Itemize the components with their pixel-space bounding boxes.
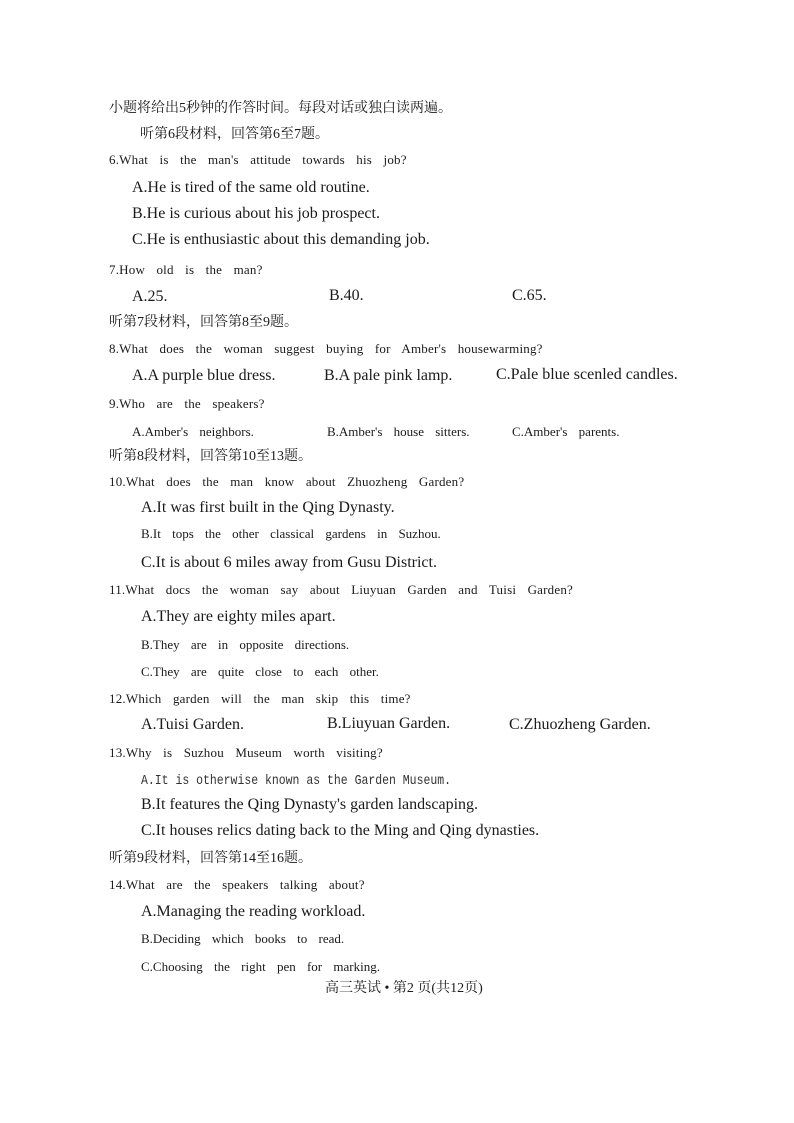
question-7-option-c: C.65.	[512, 287, 547, 304]
question-9-stem: 9.Who are the speakers?	[109, 396, 265, 411]
question-8-option-c: C.Pale blue scenled candles.	[496, 366, 678, 383]
question-14-stem: 14.What are the speakers talking about?	[109, 877, 365, 892]
question-11-option-c: C.They are quite close to each other.	[141, 664, 379, 679]
question-9-option-a: A.Amber's neighbors.	[132, 424, 254, 439]
question-14-option-b: B.Deciding which books to read.	[141, 931, 345, 946]
question-10-option-b: B.It tops the other classical gardens in Suzhou.	[141, 526, 441, 541]
question-7-option-a: A.25.	[132, 288, 168, 305]
question-10-option-c: C.It is about 6 miles away from Gusu District.	[141, 554, 437, 571]
intro-line: 小题将给出5秒钟的作答时间。每段对话或独白读两遍。	[109, 101, 452, 116]
question-14-option-c: C.Choosing the right pen for marking.	[141, 959, 380, 974]
question-6-stem: 6.What is the man's attitude towards his job?	[109, 152, 407, 167]
question-12-option-b: B.Liuyuan Garden.	[327, 715, 451, 732]
question-13-stem: 13.Why is Suzhou Museum worth visiting?	[109, 745, 383, 760]
page-footer: 高三英试 • 第2 页(共12页)	[325, 981, 483, 996]
question-14-option-a: A.Managing the reading workload.	[141, 903, 366, 920]
question-7-stem: 7.How old is the man?	[109, 262, 263, 277]
section-9-heading: 听第9段材料，回答第14至16题。	[109, 851, 312, 866]
question-8-stem: 8.What does the woman suggest buying for Amber's housewarming?	[109, 341, 543, 356]
question-8-option-a: A.A purple blue dress.	[132, 367, 276, 384]
section-6-heading: 听第6段材料，回答第6至7题。	[140, 127, 329, 142]
question-7-option-b: B.40.	[329, 287, 364, 304]
question-9-option-c: C.Amber's parents.	[512, 424, 620, 439]
question-10-option-a: A.It was first built in the Qing Dynasty.	[141, 499, 395, 516]
question-11-stem: 11.What docs the woman say about Liuyuan Garden and Tuisi Garden?	[109, 582, 574, 597]
question-6-option-a: A.He is tired of the same old routine.	[132, 179, 370, 196]
question-10-stem: 10.What does the man know about Zhuozheng Garden?	[109, 474, 465, 489]
question-6-option-c: C.He is enthusiastic about this demanding job.	[132, 231, 430, 248]
question-13-option-a: A.It is otherwise known as the Garden Museum.	[141, 773, 452, 789]
question-11-option-a: A.They are eighty miles apart.	[141, 608, 336, 625]
section-8-heading: 听第8段材料，回答第10至13题。	[109, 449, 312, 464]
question-9-option-b: B.Amber's house sitters.	[327, 424, 470, 439]
question-13-option-c: C.It houses relics dating back to the Ming and Qing dynasties.	[141, 822, 540, 839]
question-13-option-b: B.It features the Qing Dynasty's garden landscaping.	[141, 796, 479, 813]
question-12-option-c: C.Zhuozheng Garden.	[509, 716, 651, 733]
section-7-heading: 听第7段材料，回答第8至9题。	[109, 315, 298, 330]
question-12-stem: 12.Which garden will the man skip this time?	[109, 691, 411, 706]
question-6-option-b: B.He is curious about his job prospect.	[132, 205, 380, 222]
question-8-option-b: B.A pale pink lamp.	[324, 367, 453, 384]
question-11-option-b: B.They are in opposite directions.	[141, 637, 350, 652]
question-12-option-a: A.Tuisi Garden.	[141, 716, 244, 733]
